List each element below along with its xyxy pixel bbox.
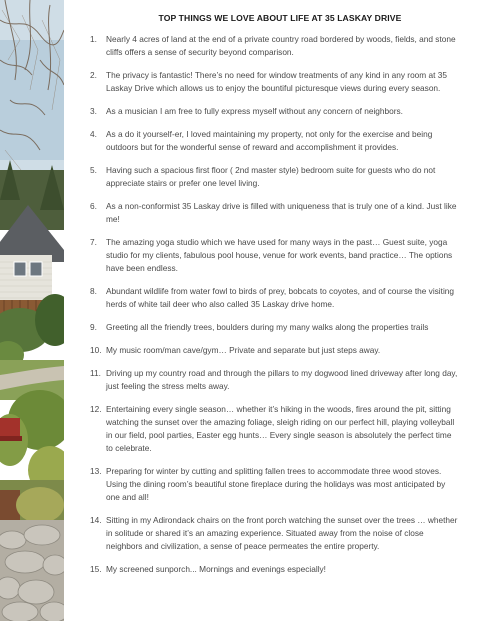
item-number: 12. (90, 404, 102, 414)
item-text: Driving up my country road and through the pillars to my dogwood lined driveway after long day, just feeling the stress melts away. (106, 368, 458, 391)
item-text: As a musician I am free to fully express myself without any concern of neighbors. (106, 106, 403, 116)
item-text: Preparing for winter by cutting and splitting fallen trees to accommodate three wood stoves. Using the dining room’s beautiful stone fireplace during the holidays was most anticipated by one and all! (106, 466, 446, 502)
list-item (90, 403, 460, 455)
item-number: 1. (90, 34, 97, 44)
item-number: 13. (90, 466, 102, 476)
item-text: Entertaining every single season… whether it’s hiking in the woods, fires around the pit, sitting watching the sunset over the amazing foliage, sleigh riding on our perfect hill, playing volleyball in our field, pool parties, Easter egg hunts… Every single season is absolutely the perfect time to celebrate. (106, 404, 455, 453)
list-item (90, 285, 460, 311)
item-number: 2. (90, 70, 97, 80)
list-item (90, 69, 460, 95)
item-number: 7. (90, 237, 97, 247)
item-number: 9. (90, 322, 97, 332)
item-number: 5. (90, 165, 97, 175)
list-item (90, 128, 460, 154)
item-number: 3. (90, 106, 97, 116)
item-text: Sitting in my Adirondack chairs on the front porch watching the sunset over the trees … whether in solitude or shared it’s an amazing experience. Situated away from the noise of close neighbors and civilization, a sense of peace permeates the entire property. (106, 515, 458, 551)
house-photo-strip (0, 0, 64, 621)
house-photo (0, 0, 64, 621)
list-item (90, 563, 460, 576)
document-content (64, 0, 480, 621)
list-item (90, 33, 460, 59)
item-text: Having such a spacious first floor ( 2nd master style) bedroom suite for guests who do not appreciate stairs or prefer one level living. (106, 165, 436, 188)
item-number: 11. (90, 368, 101, 378)
item-text: Greeting all the friendly trees, boulders during my many walks along the properties trails (106, 322, 429, 332)
item-number: 6. (90, 201, 97, 211)
loves-list (90, 33, 460, 576)
item-number: 14. (90, 515, 102, 525)
item-number: 15. (90, 564, 102, 574)
item-text: As a non-conformist 35 Laskay drive is filled with uniqueness that is truly one of a kind. Just like me! (106, 201, 457, 224)
document-title: TOP THINGS WE LOVE ABOUT LIFE AT 35 LASKAY DRIVE (158, 13, 402, 23)
item-number: 8. (90, 286, 97, 296)
item-text: My music room/man cave/gym… Private and separate but just steps away. (106, 345, 381, 355)
list-item (90, 344, 460, 357)
item-text: The privacy is fantastic! There’s no need for window treatments of any kind in any room at 35 Laskay Drive which allows us to enjoy the bountiful picturesque views during every season. (106, 70, 447, 93)
list-item (90, 105, 460, 118)
list-item (90, 514, 460, 553)
item-text: Nearly 4 acres of land at the end of a private country road bordered by woods, fields, and stone cliffs offers a sense of security beyond comparison. (106, 34, 456, 57)
list-item (90, 367, 460, 393)
item-text: As a do it yourself-er, I loved maintaining my property, not only for the exercise and being outdoors but for the wonderful sense of reward and accomplishment it provides. (106, 129, 433, 152)
list-item (90, 465, 460, 504)
item-text: The amazing yoga studio which we have used for many ways in the past… Guest suite, yoga studio for my clients, fabulous pool house, venue for work events, band practice… The options have been endless. (106, 237, 453, 273)
list-item (90, 164, 460, 190)
item-text: Abundant wildlife from water fowl to birds of prey, bobcats to coyotes, and of course the visiting herds of white tail deer who also called 35 Laskay drive home. (106, 286, 455, 309)
item-number: 10. (90, 345, 102, 355)
item-text: My screened sunporch... Mornings and evenings especially! (106, 564, 326, 574)
list-item (90, 200, 460, 226)
list-item (90, 236, 460, 275)
item-number: 4. (90, 129, 97, 139)
list-item (90, 321, 460, 334)
